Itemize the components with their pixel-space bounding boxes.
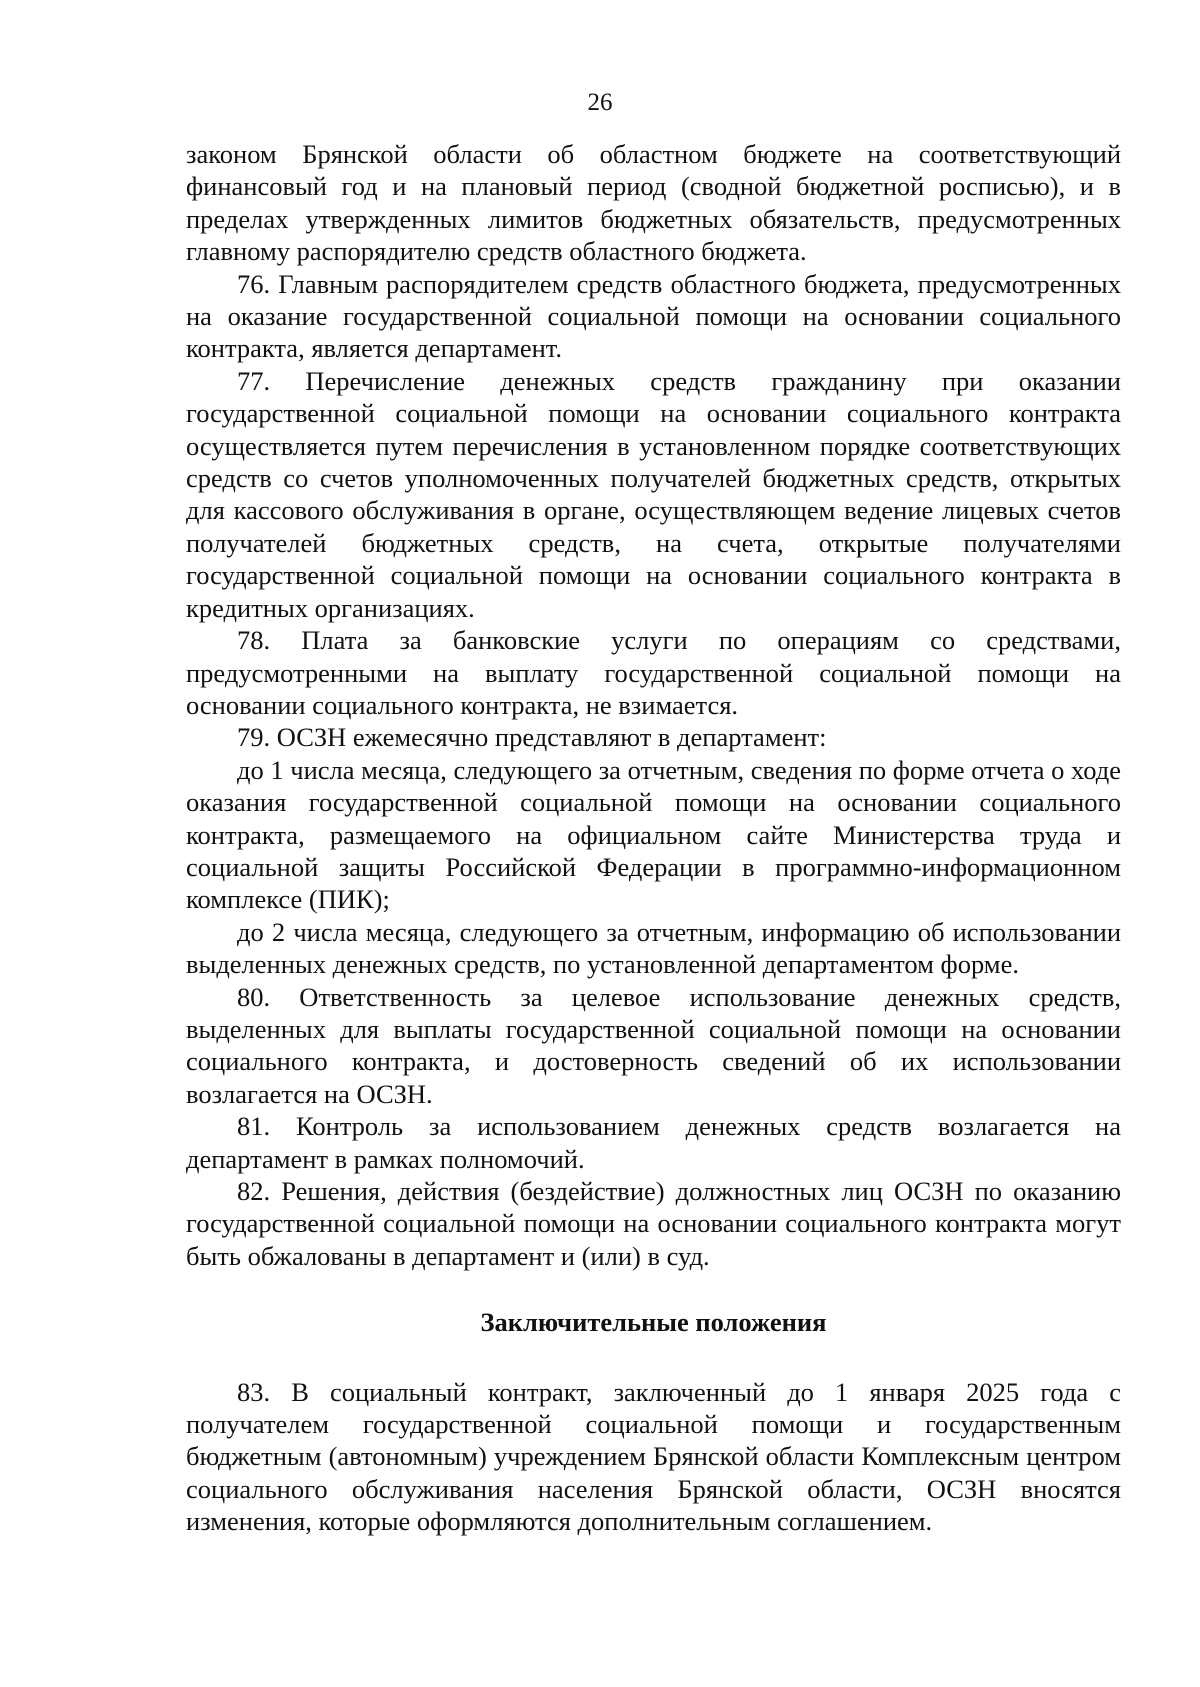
paragraph-continuation: законом Брянской области об областном бюджете на соответствующий финансовый год и на плановый период (сводной бюджетной росписью), и в пределах утвержденных лимитов бюджетных обязательств, предусмотренных главному распорядителю средств областного бюджета. bbox=[186, 139, 1121, 267]
paragraph-79: 79. ОСЗН ежемесячно представляют в департамент: bbox=[237, 722, 827, 753]
paragraph-77: 77. Перечисление денежных средств гражданину при оказании государственной социальной помощи на основании социального контракта осуществляется путем перечисления в установленном порядке соответствующих средств со счетов уполномоченных получателей бюджетных средств, открытых для кассового обслуживания в органе, осуществляющем ведение лицевых счетов получателей бюджетных средств, на счета, открытые получателями государственной социальной помощи на основании социального контракта в кредитных организациях. bbox=[186, 365, 1121, 623]
paragraph-82: 82. Решения, действия (бездействие) должностных лиц ОСЗН по оказанию государственной социальной помощи на основании социального контракта могут быть обжалованы в департамент и (или) в суд. bbox=[186, 1176, 1121, 1271]
paragraph-81: 81. Контроль за использованием денежных средств возлагается на департамент в рамках полномочий. bbox=[186, 1111, 1121, 1174]
paragraph-83: 83. В социальный контракт, заключенный до 1 января 2025 года с получателем государственной социальной помощи и государственным бюджетным (автономным) учреждением Брянской области Комплексным центром социального обслуживания населения Брянской области, ОСЗН вносятся изменения, которые оформляются дополнительным соглашением. bbox=[186, 1376, 1121, 1537]
paragraph-80: 80. Ответственность за целевое использование денежных средств, выделенных для выплаты государственной социальной помощи на основании социального контракта, и достоверность сведений об их использовании возлагается на ОСЗН. bbox=[186, 981, 1121, 1109]
document-body bbox=[186, 138, 1121, 1538]
paragraph-76: 76. Главным распорядителем средств областного бюджета, предусмотренных на оказание государственной социальной помощи на основании социального контракта, является департамент. bbox=[186, 268, 1121, 364]
paragraph-79-item-1: до 1 числа месяца, следующего за отчетным, сведения по форме отчета о ходе оказания государственной социальной помощи на основании социального контракта, размещаемого на официальном сайте Министерства труда и социальной защиты Российской Федерации в программно-информационном комплексе (ПИК); bbox=[186, 754, 1121, 915]
paragraph-79-item-2: до 2 числа месяца, следующего за отчетным, информацию об использовании выделенных денежных средств, по установленной департаментом форме. bbox=[186, 916, 1121, 980]
section-heading: Заключительные положения bbox=[480, 1307, 827, 1338]
paragraph-78: 78. Плата за банковские услуги по операциям со средствами, предусмотренными на выплату государственной социальной помощи на основании социального контракта, не взимается. bbox=[186, 625, 1121, 720]
page-number: 26 bbox=[587, 89, 613, 116]
